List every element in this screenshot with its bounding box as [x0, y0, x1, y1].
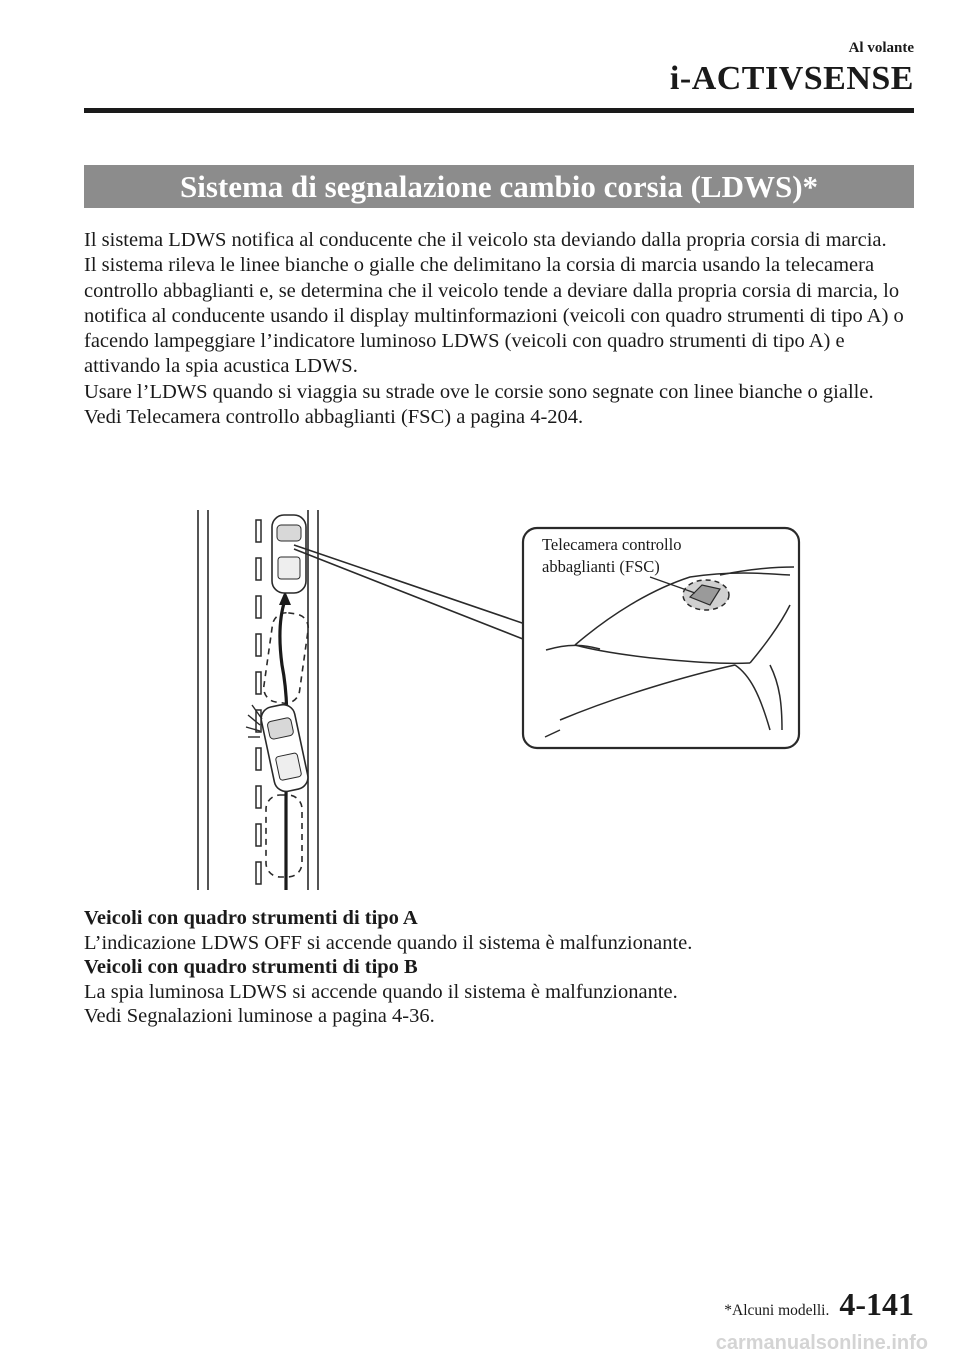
note-type-a: L’indicazione LDWS OFF si accende quando il sistema è malfunzionante.	[84, 931, 693, 954]
page-footer	[724, 1286, 914, 1323]
malfunction-notes	[84, 906, 914, 1029]
drifting-car	[259, 702, 310, 793]
paragraph-1: Il sistema LDWS notifica al conducente che il veicolo sta deviando dalla propria corsia di marcia.	[84, 229, 887, 251]
footnote: *Alcuni modelli.	[724, 1302, 830, 1319]
dashed-lane-line	[256, 520, 261, 884]
header-chapter-title: i-ACTIVSENSE	[669, 60, 914, 97]
camera-label-line2: abbaglianti (FSC)	[542, 557, 660, 576]
body-text	[84, 228, 914, 430]
camera-label	[542, 534, 681, 578]
ldws-illustration	[190, 505, 810, 895]
callout-line-lower	[294, 549, 528, 641]
page-number: 4-141	[839, 1286, 914, 1322]
note-heading-type-a: Veicoli con quadro strumenti di tipo A	[84, 907, 418, 929]
note-type-b: La spia luminosa LDWS si accende quando il sistema è malfunzionante.	[84, 980, 678, 1003]
note-heading-type-b: Veicoli con quadro strumenti di tipo B	[84, 956, 418, 978]
paragraph-3: Usare l’LDWS quando si viaggia su strade ove le corsie sono segnate con linee bianche o gialle.	[84, 380, 874, 403]
header-section-label: Al volante	[848, 40, 914, 56]
ldws-diagram-svg	[190, 505, 810, 895]
paragraph-2: Il sistema rileva le linee bianche o gialle che delimitano la corsia di marcia usando la telecamera controllo abbaglianti e, se determina che il veicolo tende a deviare dalla propria corsia di marcia, lo notifica al conducente usando il display multinformazioni (veicoli con quadro strumenti di tipo A) o facendo lampeggiare l’indicatore luminoso LDWS (veicoli con quadro strumenti di tipo A) e attivando la spia acustica LDWS.	[84, 254, 904, 378]
section-title: Sistema di segnalazione cambio corsia (LDWS)*	[84, 165, 914, 208]
note-reference: Vedi Segnalazioni luminose a pagina 4-36.	[84, 1005, 435, 1027]
callout-line-upper	[294, 545, 528, 625]
watermark: carmanualsonline.info	[715, 1332, 928, 1354]
paragraph-4: Vedi Telecamera controllo abbaglianti (FSC) a pagina 4-204.	[84, 406, 584, 429]
ghost-car-bottom	[266, 795, 302, 877]
leading-car	[272, 515, 306, 593]
header-divider	[84, 108, 914, 113]
camera-label-line1: Telecamera controllo	[542, 535, 682, 554]
